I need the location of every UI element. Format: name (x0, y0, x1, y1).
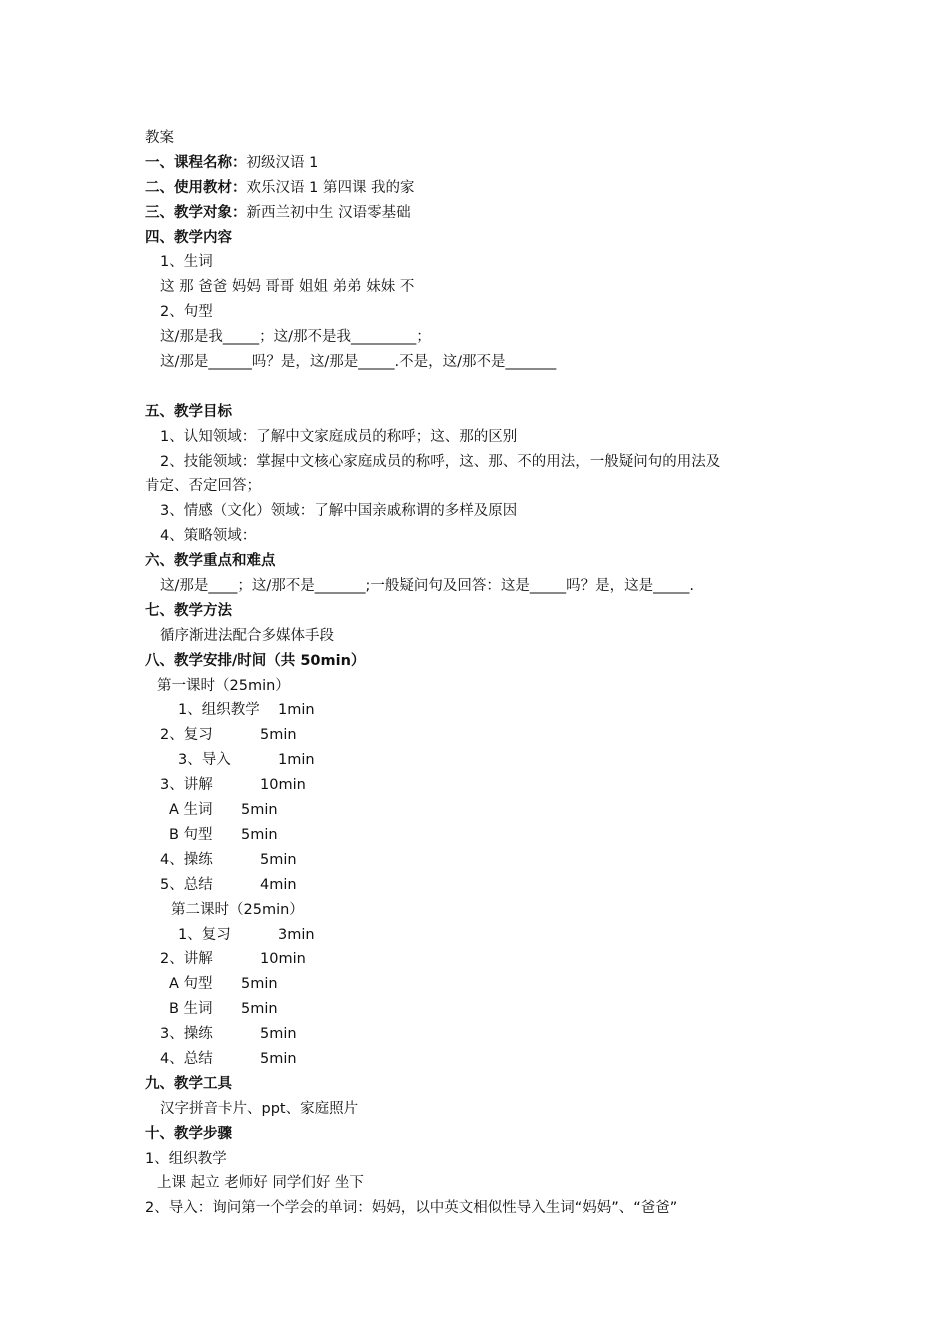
schedule-row (145, 723, 825, 748)
course-name-label: 一、课程名称： (145, 154, 247, 171)
schedule-time: 5min (241, 802, 278, 819)
schedule-row (145, 873, 825, 898)
textbook-row (145, 176, 825, 201)
vocab-subheading: 1、生词 (160, 254, 213, 271)
schedule-item: 2、讲解 (160, 951, 213, 968)
audience-row (145, 201, 825, 226)
goal-strategy: 4、策略领域： (160, 528, 257, 545)
schedule-heading: 八、教学安排/时间（共 50min） (145, 652, 366, 669)
schedule-item: 1、复习 (178, 926, 231, 943)
schedule-row (145, 798, 825, 823)
schedule-time: 10min (260, 777, 306, 794)
audience-label: 三、教学对象： (145, 204, 247, 221)
tools-heading: 九、教学工具 (145, 1075, 232, 1092)
schedule-item: A 句型 (169, 976, 213, 993)
vocab-words: 这 那 爸爸 妈妈 哥哥 姐姐 弟弟 妹妹 不 (160, 279, 415, 296)
schedule-row (145, 698, 825, 723)
schedule-row (145, 773, 825, 798)
audience-value: 新西兰初中生 汉语零基础 (246, 204, 411, 221)
content-heading: 四、教学内容 (145, 229, 232, 246)
goal-cognitive: 1、认知领域：了解中文家庭成员的称呼；这、那的区别 (160, 428, 518, 445)
schedule-time: 1min (278, 702, 315, 719)
spacer (145, 375, 825, 400)
schedule-item: A 生词 (169, 802, 213, 819)
schedule-time: 5min (260, 1050, 297, 1067)
step-organize: 1、组织教学 (145, 1150, 227, 1167)
schedule-time: 5min (241, 1001, 278, 1018)
goal-skill-continued: 肯定、否定回答； (145, 478, 261, 495)
first-period-label: 第一课时（25min） (157, 677, 290, 694)
schedule-row (145, 823, 825, 848)
schedule-item: B 生词 (169, 1001, 213, 1018)
schedule-item: 3、导入 (178, 752, 231, 769)
schedule-item: 3、操练 (160, 1026, 213, 1043)
doc-title: 教案 (145, 130, 174, 146)
goal-affective: 3、情感（文化）领域：了解中国亲戚称谓的多样及原因 (160, 503, 518, 520)
schedule-time: 5min (260, 727, 297, 744)
schedule-row (145, 748, 825, 773)
schedule-item: 1、组织教学 (178, 702, 260, 719)
methods-text: 循序渐进法配合多媒体手段 (160, 627, 334, 644)
key-points-text: 这/那是____；这/那不是_______;一般疑问句及回答：这是_____吗？是，这是_____. (160, 578, 695, 595)
schedule-row (145, 972, 825, 997)
pattern-line-1: 这/那是我_____；这/那不是我_________； (160, 329, 431, 346)
schedule-row (145, 923, 825, 948)
methods-heading: 七、教学方法 (145, 602, 232, 619)
schedule-item: 4、总结 (160, 1050, 213, 1067)
key-points-heading: 六、教学重点和难点 (145, 553, 276, 570)
schedule-row (145, 1047, 825, 1072)
schedule-time: 4min (260, 876, 297, 893)
schedule-time: 5min (241, 826, 278, 843)
schedule-item: B 句型 (169, 826, 213, 843)
textbook-value: 欢乐汉语 1 第四课 我的家 (246, 179, 415, 196)
schedule-item: 4、操练 (160, 851, 213, 868)
course-name-value: 初级汉语 1 (246, 154, 319, 171)
step-organize-text: 上课 起立 老师好 同学们好 坐下 (157, 1175, 364, 1192)
step-intro: 2、导入：询问第一个学会的单词：妈妈，以中英文相似性导入生词“妈妈”、“爸爸” (145, 1200, 678, 1217)
steps-heading: 十、教学步骤 (145, 1125, 232, 1142)
schedule-row (145, 1022, 825, 1047)
schedule-item: 3、讲解 (160, 777, 213, 794)
second-period-label: 第二课时（25min） (171, 901, 304, 918)
schedule-time: 1min (278, 752, 315, 769)
schedule-time: 3min (278, 926, 315, 943)
goals-heading: 五、教学目标 (145, 403, 232, 420)
schedule-row (145, 848, 825, 873)
schedule-row (145, 997, 825, 1022)
lesson-plan-body (145, 126, 825, 1221)
schedule-time: 10min (260, 951, 306, 968)
course-name-row (145, 151, 825, 176)
schedule-time: 5min (260, 1026, 297, 1043)
schedule-item: 5、总结 (160, 876, 213, 893)
schedule-time: 5min (241, 976, 278, 993)
pattern-line-2: 这/那是______吗？是，这/那是_____.不是，这/那不是_______ (160, 354, 557, 371)
textbook-label: 二、使用教材： (145, 179, 247, 196)
schedule-row (145, 947, 825, 972)
goal-skill: 2、技能领域：掌握中文核心家庭成员的称呼，这、那、不的用法，一般疑问句的用法及 (160, 453, 721, 470)
pattern-subheading: 2、句型 (160, 304, 213, 321)
schedule-time: 5min (260, 851, 297, 868)
tools-text: 汉字拼音卡片、ppt、家庭照片 (160, 1100, 359, 1117)
schedule-item: 2、复习 (160, 727, 213, 744)
